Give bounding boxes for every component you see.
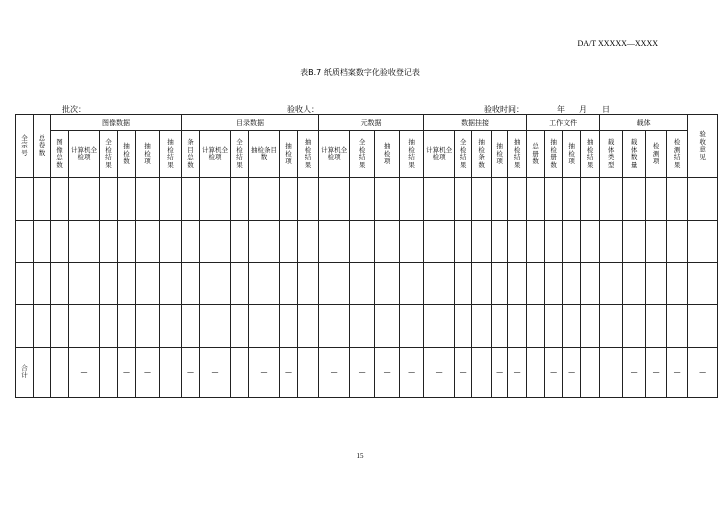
table-cell[interactable] (623, 178, 646, 220)
table-cell[interactable] (118, 263, 136, 305)
subheader-catalog-computer-check: 计算机全检项 (200, 131, 231, 178)
total-dash-cell: — (563, 347, 581, 397)
table-row (16, 178, 718, 220)
table-cell[interactable] (545, 305, 563, 347)
subheader-meta-sample-item: 抽检项 (375, 131, 400, 178)
table-cell[interactable] (563, 178, 581, 220)
table-cell[interactable] (667, 263, 688, 305)
table-cell[interactable] (34, 263, 51, 305)
subheader-catalog-total: 条目总数 (182, 131, 200, 178)
table-cell[interactable] (69, 305, 100, 347)
subheader-work-sample-item: 抽检项 (563, 131, 581, 178)
subheader-catalog-full-result: 全检结果 (231, 131, 249, 178)
table-cell[interactable] (249, 220, 280, 262)
table-cell[interactable] (160, 220, 182, 262)
group-metadata: 元数据 (319, 115, 424, 131)
group-data-mounting: 数据挂接 (424, 115, 527, 131)
table-cell[interactable] (69, 263, 100, 305)
table-cell[interactable] (492, 263, 508, 305)
table-cell[interactable] (646, 263, 667, 305)
table-cell[interactable] (319, 178, 350, 220)
total-dash-cell: — (350, 347, 375, 397)
subheader-work-sample-volumes: 抽检册数 (545, 131, 563, 178)
table-cell[interactable] (118, 305, 136, 347)
table-cell[interactable] (600, 220, 623, 262)
header-opinion: 验收意见 (688, 115, 718, 178)
table-cell[interactable] (667, 178, 688, 220)
table-cell[interactable] (455, 220, 472, 262)
table-cell[interactable] (69, 220, 100, 262)
table-cell[interactable] (136, 305, 160, 347)
table-cell[interactable] (100, 263, 118, 305)
total-dash-cell: — (249, 347, 280, 397)
header-fonds-no: 全宗号 (16, 115, 34, 178)
table-cell[interactable] (688, 263, 718, 305)
table-cell[interactable] (563, 220, 581, 262)
subheader-mount-sample-item: 抽检项 (492, 131, 508, 178)
total-cell (100, 347, 118, 397)
total-cell (527, 347, 545, 397)
table-cell[interactable] (136, 263, 160, 305)
table-cell[interactable] (182, 178, 200, 220)
total-dash-cell: — (623, 347, 646, 397)
table-cell[interactable] (508, 263, 527, 305)
table-cell[interactable] (34, 178, 51, 220)
total-dash-cell: — (200, 347, 231, 397)
table-cell[interactable] (688, 178, 718, 220)
table-cell[interactable] (623, 305, 646, 347)
table-cell[interactable] (319, 220, 350, 262)
subheader-carrier-quantity: 载体数量 (623, 131, 646, 178)
subheader-carrier-test-result: 检测结果 (667, 131, 688, 178)
table-cell[interactable] (400, 220, 424, 262)
total-dash-cell: — (280, 347, 298, 397)
table-cell[interactable] (424, 263, 455, 305)
table-cell[interactable] (646, 178, 667, 220)
table-cell[interactable] (424, 220, 455, 262)
total-cell (34, 347, 51, 397)
table-cell[interactable] (455, 305, 472, 347)
table-cell[interactable] (563, 305, 581, 347)
inspector-label: 验收人： (287, 105, 319, 114)
table-cell[interactable] (231, 220, 249, 262)
subheader-catalog-sample-result: 抽检结果 (298, 131, 319, 178)
acceptance-register-table (15, 114, 718, 398)
subheader-meta-sample-result: 抽检结果 (400, 131, 424, 178)
total-dash-cell: — (118, 347, 136, 397)
total-cell (581, 347, 600, 397)
blank-rows (16, 178, 718, 347)
table-cell[interactable] (51, 263, 69, 305)
table-cell[interactable] (688, 220, 718, 262)
group-work-files: 工作文件 (527, 115, 600, 131)
table-cell[interactable] (231, 305, 249, 347)
total-row (16, 347, 718, 397)
table-cell[interactable] (688, 305, 718, 347)
subheader-image-sample-result: 抽检结果 (160, 131, 182, 178)
total-dash-cell: — (508, 347, 527, 397)
table-cell[interactable] (492, 178, 508, 220)
table-cell[interactable] (646, 220, 667, 262)
total-cell (231, 347, 249, 397)
table-cell[interactable] (200, 178, 231, 220)
subheader-meta-computer-check: 计算机全检项 (319, 131, 350, 178)
table-row (16, 305, 718, 347)
month-label: 月 (579, 105, 587, 114)
table-cell[interactable] (182, 263, 200, 305)
subheader-mount-computer-check: 计算机全检项 (424, 131, 455, 178)
table-cell[interactable] (280, 178, 298, 220)
subheader-image-full-result: 全检结果 (100, 131, 118, 178)
page-number: 15 (356, 452, 364, 460)
table-cell[interactable] (667, 305, 688, 347)
table-cell[interactable] (298, 305, 319, 347)
table-cell[interactable] (600, 263, 623, 305)
table-cell[interactable] (160, 263, 182, 305)
total-cell (472, 347, 492, 397)
table-cell[interactable] (280, 263, 298, 305)
subheader-image-sample-item: 抽检项 (136, 131, 160, 178)
total-dash-cell: — (492, 347, 508, 397)
total-dash-cell: — (136, 347, 160, 397)
table-cell[interactable] (350, 305, 375, 347)
table-cell[interactable] (455, 263, 472, 305)
table-cell[interactable] (231, 178, 249, 220)
subheader-carrier-test-item: 检测项 (646, 131, 667, 178)
table-cell[interactable] (375, 305, 400, 347)
table-cell[interactable] (200, 220, 231, 262)
batch-label: 批次： (62, 105, 86, 114)
table-cell[interactable] (424, 178, 455, 220)
total-dash-cell: — (400, 347, 424, 397)
subheader-mount-sample-result: 抽检结果 (508, 131, 527, 178)
table-cell[interactable] (508, 178, 527, 220)
table-cell[interactable] (298, 263, 319, 305)
table-cell[interactable] (200, 305, 231, 347)
table-cell[interactable] (527, 178, 545, 220)
table-cell[interactable] (249, 178, 280, 220)
table-cell[interactable] (375, 263, 400, 305)
subheader-mount-sample-count: 抽检条数 (472, 131, 492, 178)
table-cell[interactable] (118, 178, 136, 220)
table-cell[interactable] (298, 178, 319, 220)
day-label: 日 (602, 105, 610, 114)
total-cell (600, 347, 623, 397)
table-cell[interactable] (545, 220, 563, 262)
table-cell[interactable] (298, 220, 319, 262)
table-cell[interactable] (563, 263, 581, 305)
table-cell[interactable] (472, 220, 492, 262)
table-cell[interactable] (600, 305, 623, 347)
table-row (16, 263, 718, 305)
table-cell[interactable] (51, 305, 69, 347)
table-cell[interactable] (375, 220, 400, 262)
total-dash-cell: — (545, 347, 563, 397)
table-cell[interactable] (581, 178, 600, 220)
total-cell (160, 347, 182, 397)
table-cell[interactable] (527, 305, 545, 347)
subheader-work-sample-result: 抽检结果 (581, 131, 600, 178)
total-dash-cell: — (688, 347, 718, 397)
table-cell[interactable] (136, 178, 160, 220)
subheader-image-sample-count: 抽检数 (118, 131, 136, 178)
table-cell[interactable] (581, 263, 600, 305)
table-cell[interactable] (492, 220, 508, 262)
total-dash-cell: — (424, 347, 455, 397)
subheader-carrier-type: 载体类型 (600, 131, 623, 178)
table-cell[interactable] (492, 305, 508, 347)
total-dash-cell: — (375, 347, 400, 397)
total-dash-cell: — (455, 347, 472, 397)
table-cell[interactable] (100, 305, 118, 347)
table-cell[interactable] (231, 263, 249, 305)
table-cell[interactable] (16, 263, 34, 305)
table-cell[interactable] (249, 263, 280, 305)
table-cell[interactable] (508, 305, 527, 347)
table-cell[interactable] (200, 263, 231, 305)
group-catalog-data: 目录数据 (182, 115, 319, 131)
total-dash-cell: — (646, 347, 667, 397)
table-cell[interactable] (600, 178, 623, 220)
table-cell[interactable] (455, 178, 472, 220)
group-image-data: 图像数据 (51, 115, 182, 131)
table-cell[interactable] (34, 220, 51, 262)
year-label: 年 (557, 105, 565, 114)
total-dash-cell: — (667, 347, 688, 397)
table-cell[interactable] (319, 263, 350, 305)
table-cell[interactable] (249, 305, 280, 347)
table-cell[interactable] (400, 178, 424, 220)
table-cell[interactable] (623, 220, 646, 262)
total-dash-cell: — (319, 347, 350, 397)
subheader-image-total: 图像总数 (51, 131, 69, 178)
table-cell[interactable] (136, 220, 160, 262)
table-cell[interactable] (375, 178, 400, 220)
subheader-meta-full-result: 全检结果 (350, 131, 375, 178)
subheader-catalog-sample-item: 抽检项 (280, 131, 298, 178)
total-cell (298, 347, 319, 397)
total-cell (51, 347, 69, 397)
header-volume-count: 总卷数 (34, 115, 51, 178)
total-dash-cell: — (69, 347, 100, 397)
group-carrier: 载体 (600, 115, 688, 131)
table-cell[interactable] (623, 263, 646, 305)
table-cell[interactable] (472, 178, 492, 220)
table-cell[interactable] (51, 178, 69, 220)
table-cell[interactable] (100, 220, 118, 262)
table-cell[interactable] (182, 220, 200, 262)
table-cell[interactable] (545, 178, 563, 220)
table-cell[interactable] (69, 178, 100, 220)
table-cell[interactable] (51, 220, 69, 262)
table-cell[interactable] (472, 263, 492, 305)
table-cell[interactable] (350, 263, 375, 305)
document-code: DA/T XXXXX—XXXX (577, 39, 658, 48)
table-cell[interactable] (472, 305, 492, 347)
total-label: 合计 (16, 347, 34, 397)
table-cell[interactable] (424, 305, 455, 347)
table-cell[interactable] (319, 305, 350, 347)
table-cell[interactable] (508, 220, 527, 262)
subheader-work-total-volumes: 总册数 (527, 131, 545, 178)
table-cell[interactable] (545, 263, 563, 305)
table-cell[interactable] (182, 305, 200, 347)
table-cell[interactable] (100, 178, 118, 220)
table-title: 表B.7 纸质档案数字化验收登记表 (300, 68, 420, 77)
table-cell[interactable] (160, 178, 182, 220)
table-cell[interactable] (581, 305, 600, 347)
inspection-time-label: 验收时间： (484, 105, 524, 114)
table-cell[interactable] (16, 220, 34, 262)
table-cell[interactable] (400, 305, 424, 347)
table-cell[interactable] (350, 178, 375, 220)
table-cell[interactable] (160, 305, 182, 347)
table-cell[interactable] (16, 178, 34, 220)
table-cell[interactable] (34, 305, 51, 347)
total-dash-cell: — (182, 347, 200, 397)
table-cell[interactable] (280, 305, 298, 347)
table-cell[interactable] (527, 263, 545, 305)
table-cell[interactable] (118, 220, 136, 262)
subheader-image-computer-check: 计算机全检项 (69, 131, 100, 178)
table-cell[interactable] (400, 263, 424, 305)
table-cell[interactable] (646, 305, 667, 347)
table-cell[interactable] (667, 220, 688, 262)
subheader-mount-full-result: 全检结果 (455, 131, 472, 178)
table-cell[interactable] (280, 220, 298, 262)
table-cell[interactable] (581, 220, 600, 262)
table-cell[interactable] (527, 220, 545, 262)
table-cell[interactable] (350, 220, 375, 262)
subheader-catalog-sample-entries: 抽检条目数 (249, 131, 280, 178)
table-cell[interactable] (16, 305, 34, 347)
table-row (16, 220, 718, 262)
